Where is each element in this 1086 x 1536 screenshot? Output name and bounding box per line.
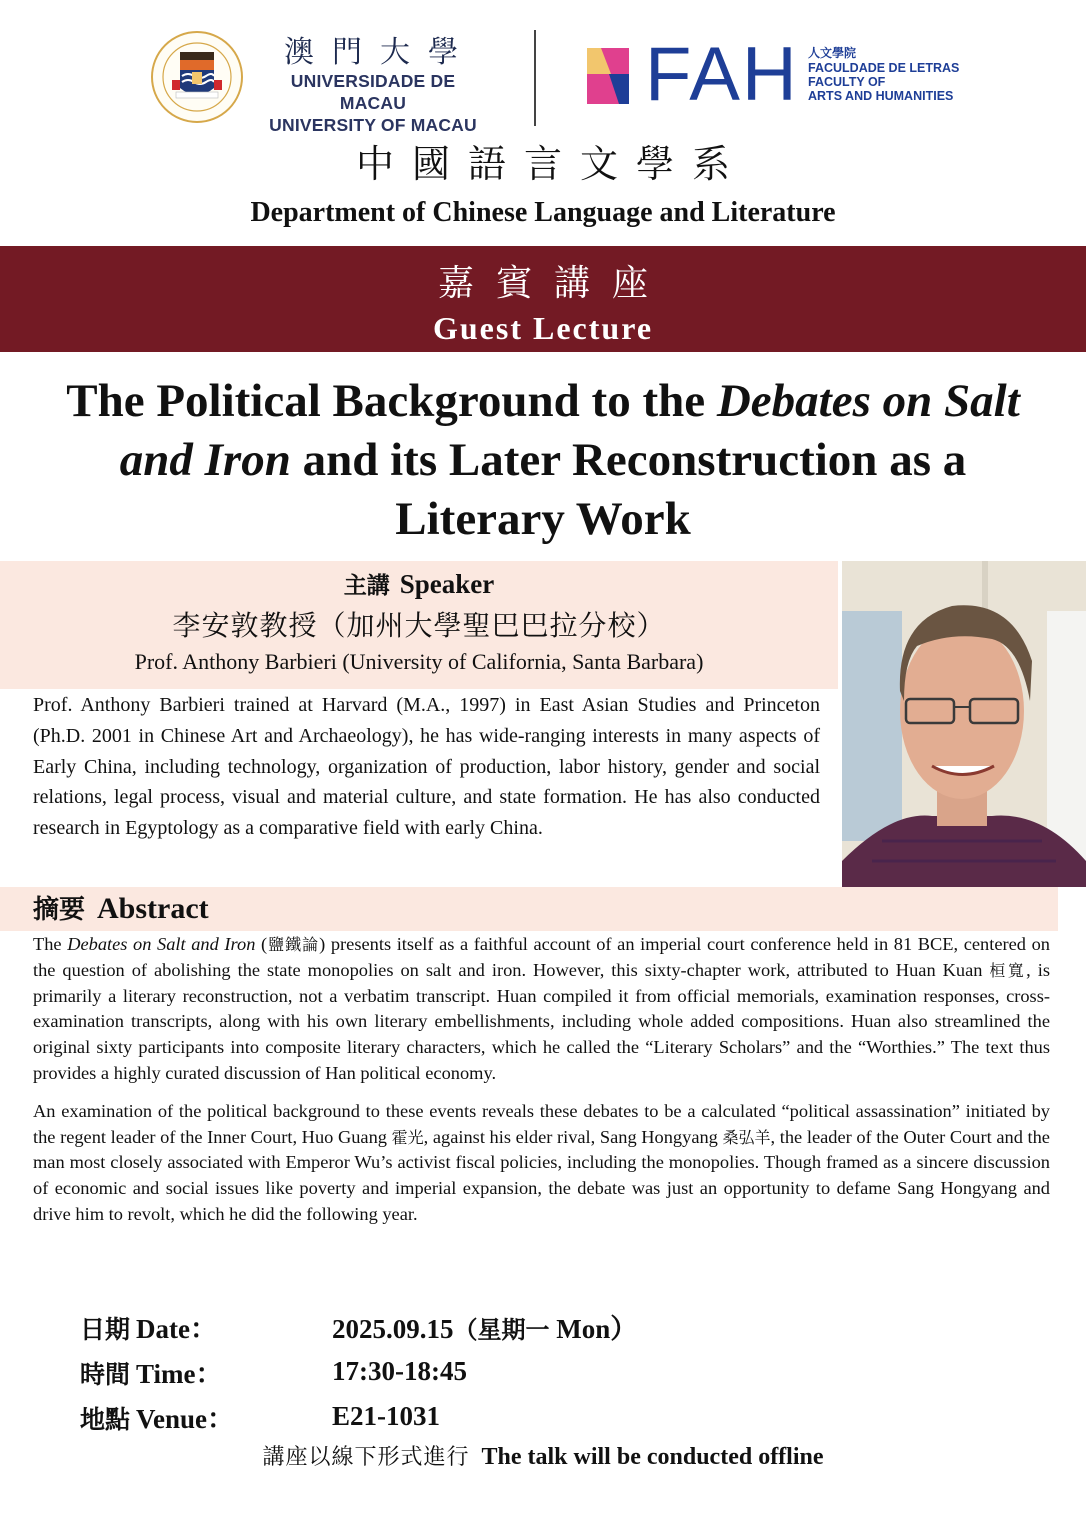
banner-label-zh: 嘉賓講座 [437, 263, 670, 304]
fah-wordmark: FAH [645, 32, 799, 117]
date-label-zh: 日期 [80, 1315, 131, 1344]
weekday-zh: （星期一 [453, 1315, 550, 1344]
date-value [332, 1307, 637, 1346]
abstract-heading [0, 887, 1058, 931]
format-note [0, 1440, 1086, 1475]
text: , against his elder rival, Sang Hongyang [423, 1126, 723, 1147]
abstract-paragraph-1: The Debates on Salt and Iron (鹽鐵論) presents itself as a faithful account of an imperial court conference held in 81 BCE, centered on the question of abolishing the state monopolies on salt and iron. However, this sixty-chapter work, attributed to Huan Kuan 桓寬, is primarily a literary reconstruction, not a verbatim transcript. Huan compiled it from official memorials, examination responses, cross-examination transcripts, along with his own literary embellishments, including whole added compositions. Huan also streamlined the original sixty participants into composite literary characters, which he called the “Literary Scholars” and the “Worthies.” The text thus provides a highly curated discussion of Han political economy. [33, 934, 1050, 1083]
banner-label-en: Guest Lecture [432, 310, 654, 346]
faculty-name [808, 46, 959, 103]
title-italic-work: Debates on Salt and Iron [119, 375, 1020, 486]
time-label-zh: 時間 [80, 1360, 131, 1389]
university-of-macau-seal-icon [150, 30, 244, 124]
university-name [256, 36, 490, 136]
detail-date [80, 1304, 780, 1349]
speaker-label-en: Speaker [399, 569, 495, 599]
venue-label-en: Venue： [136, 1404, 235, 1434]
speaker-name-en: Prof. Anthony Barbieri (University of California, Santa Barbara) [134, 649, 704, 674]
weekday-en: Mon） [549, 1314, 638, 1344]
abstract-label-en: Abstract [97, 892, 209, 925]
abstract-label-zh: 摘要 [33, 895, 86, 925]
text: An examination of the political background to these events reveals these debates to be a calculated “political assassination” initiated by the regent leader of the Inner Court, Huo Guang [33, 1100, 1050, 1147]
speaker-photo [842, 561, 1086, 887]
event-details [80, 1304, 780, 1439]
university-name-en: UNIVERSITY OF MACAU [269, 115, 477, 135]
speaker-section [0, 561, 838, 689]
venue-value: E21-1031 [332, 1401, 440, 1431]
speaker-bio: Prof. Anthony Barbieri trained at Harvard (M.A., 1997) in East Asian Studies and Princeton (Ph.D. 2001 in Chinese Art and Archaeology), he has wide-ranging interests in many aspects of Early China, including technology, organization of production, labor history, gender and social relations, legal process, visual and material culture, and state formation. He has also conducted research in Egyptology as a comparative field with early China. [33, 694, 820, 840]
text: , the leader of the Outer Court and the man most closely associated with Emperor Wu’s activist fiscal policies, including the monopolies. Though framed as a sincere discussion of economic and social issues like poverty and imperial expansion, the debate was just an opportunity to defame Sang Hongyang and drive him to revolt, which he did the following year. [33, 1126, 1050, 1224]
speaker-heading [0, 567, 838, 603]
guest-lecture-banner [0, 246, 1086, 352]
department-name-zh: 中國語言文學系 [355, 142, 748, 186]
faculty-name-zh: 人文學院 [808, 46, 857, 60]
text: , is primarily a literary reconstruction, not a verbatim transcript. Huan compiled it from official memorials, examination responses, cross-examination transcripts, along with his own literary embellishments, including whole added compositions. Huan also streamlined the original sixty participants into composite literary characters, which he called the “Literary Scholars” and the “Worthies.” The text thus provides a highly curated discussion of Han political economy. [33, 959, 1050, 1083]
text: The [33, 934, 68, 954]
header-divider [534, 30, 536, 126]
venue-label-zh: 地點 [80, 1405, 131, 1434]
faculty-name-en-2: ARTS AND HUMANITIES [808, 89, 954, 103]
format-note-zh: 講座以線下形式進行 [262, 1445, 470, 1470]
detail-venue [80, 1394, 780, 1439]
faculty-name-en-1: FACULTY OF [808, 75, 886, 89]
poster-header [0, 22, 1086, 135]
time-value: 17:30-18:45 [332, 1356, 467, 1386]
speaker-name-zh: 李安敦教授（加州大學聖巴巴拉分校） [172, 609, 666, 642]
venue-label [80, 1397, 332, 1436]
text: presents itself as a faithful account of an imperial court conference held in 81 BCE, centered on the question of abolishing the state monopolies on salt and iron. However, this sixty-chapter work, attributed to Huan Kuan [33, 934, 1050, 980]
author-name-zh: 桓寬 [989, 960, 1027, 980]
title-part-1: The Political Background to the [66, 375, 717, 427]
time-label-en: Time： [136, 1359, 223, 1389]
sang-hongyang-zh: 桑弘羊 [722, 1127, 771, 1147]
work-title-zh: 鹽鐵論 [267, 935, 320, 954]
department-name-en: Department of Chinese Language and Literature [250, 197, 836, 228]
date: 2025.09.15 [332, 1314, 454, 1344]
speaker-label-zh: 主講 [343, 572, 390, 599]
fah-logo-mark-icon [587, 48, 629, 104]
speaker-portrait-image [842, 561, 1086, 887]
university-name-pt: UNIVERSIDADE DE MACAU [290, 71, 456, 113]
title-part-2: and its Later Reconstruction as a Literary Work [290, 434, 967, 545]
date-label [80, 1307, 332, 1346]
date-label-en: Date： [136, 1314, 217, 1344]
faculty-name-pt: FACULDADE DE LETRAS [808, 61, 960, 75]
work-title: Debates on Salt and Iron [67, 934, 256, 954]
format-note-en: The talk will be conducted offline [481, 1444, 824, 1470]
abstract-body [33, 932, 1050, 1240]
detail-time [80, 1349, 780, 1394]
huo-guang-zh: 霍光 [391, 1127, 424, 1147]
lecture-title [30, 372, 1056, 549]
abstract-paragraph-2 [33, 1099, 1050, 1228]
university-name-zh: 澳門大學 [284, 35, 476, 70]
time-label [80, 1352, 332, 1391]
